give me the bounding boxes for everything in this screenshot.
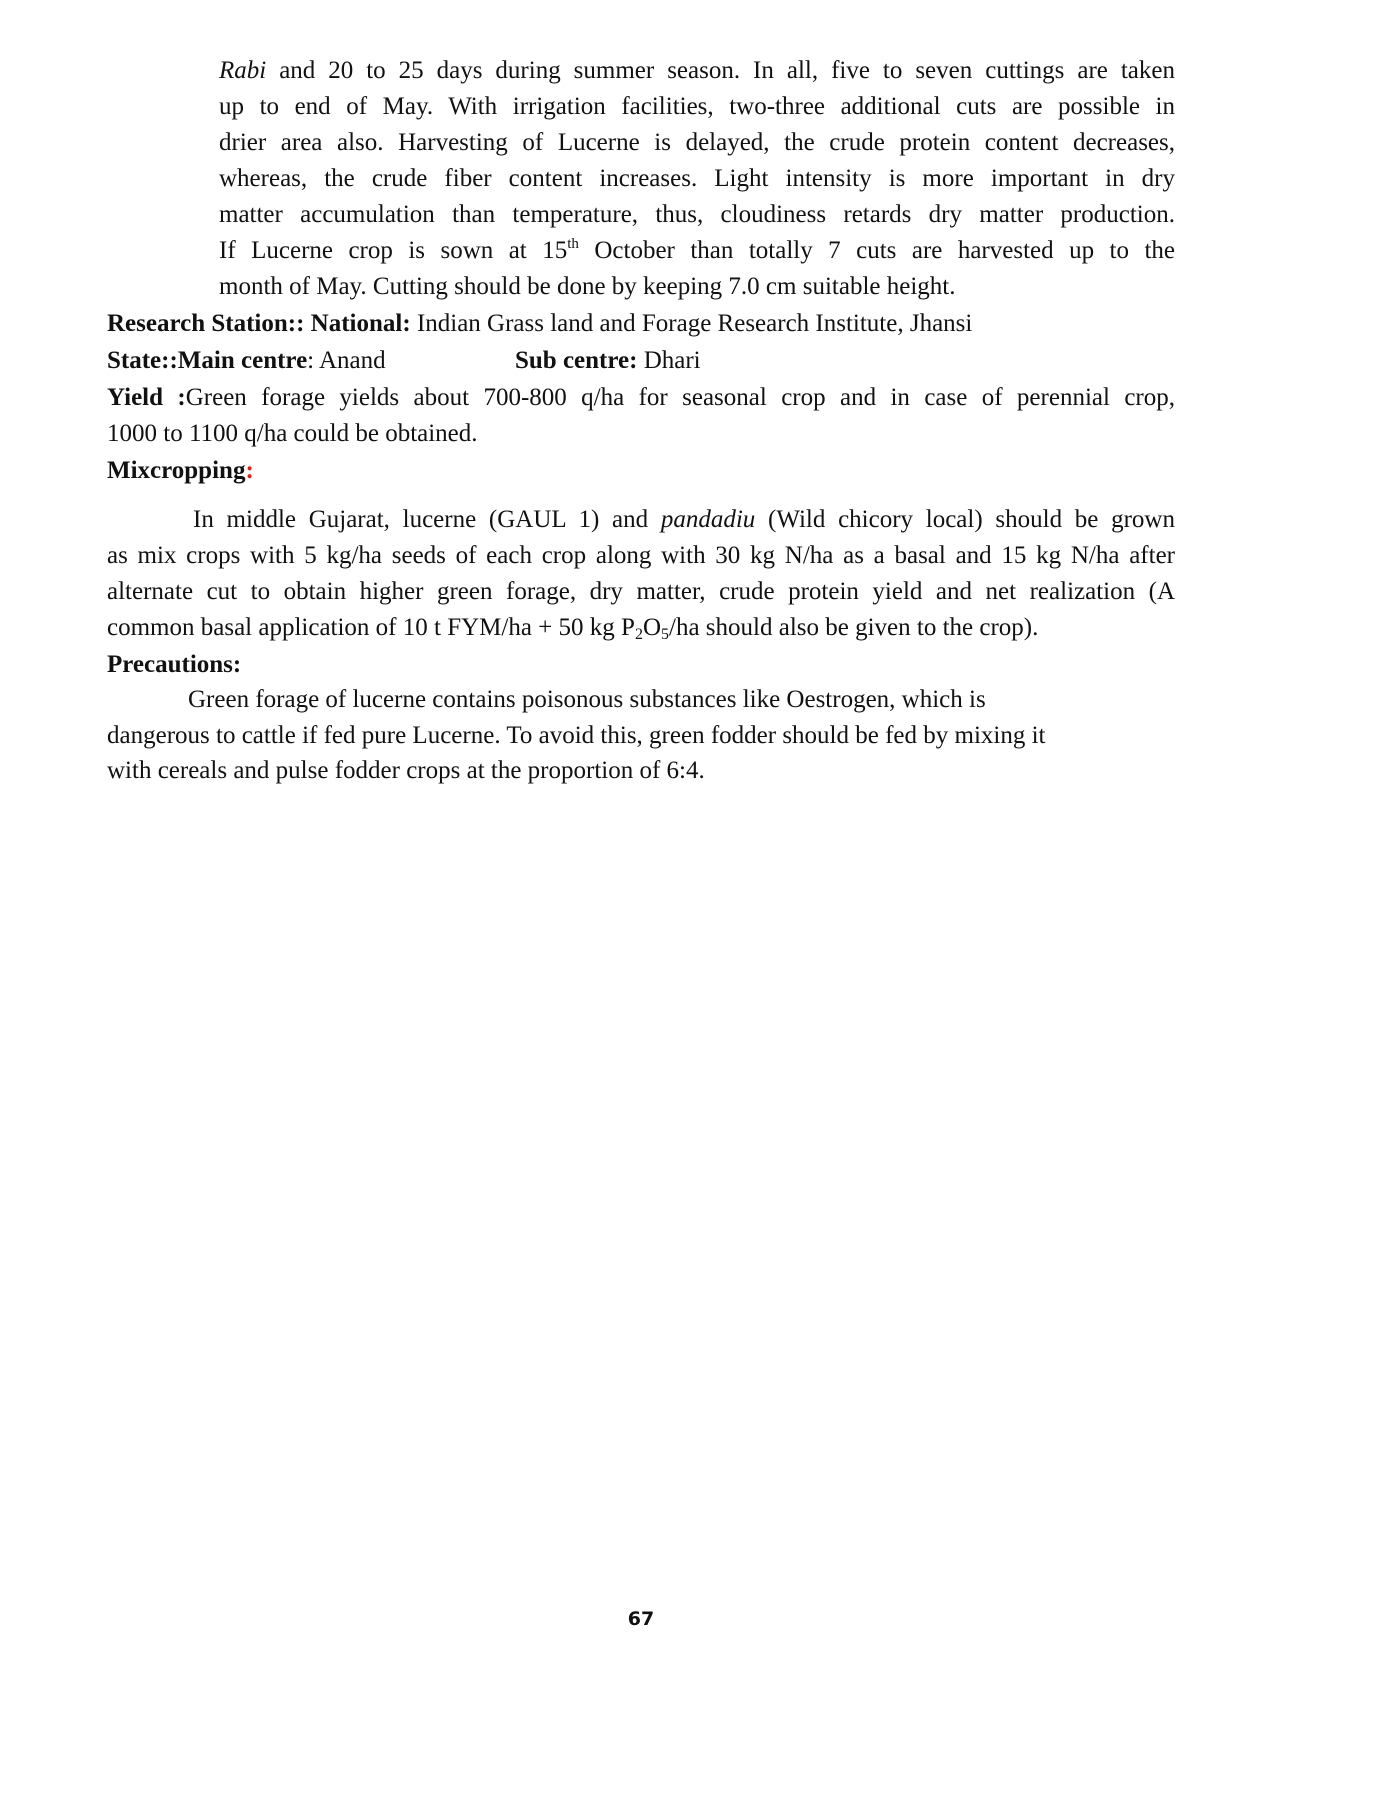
subscript: 5 [661,626,669,643]
value: Indian Grass land and Forage Research Institute, Jhansi [410,310,973,337]
label: Sub centre: [515,347,638,374]
text: O [642,614,661,641]
yield-line [107,380,1175,416]
heading: Mixcropping [107,457,246,484]
text: If Lucerne crop is sown at 15 [219,237,568,264]
precautions-heading [107,647,1175,683]
mixcropping-heading [107,453,1175,489]
text: common basal application of 10 t FYM/ha + 50 kg P [107,614,635,641]
label: Yield : [107,384,186,411]
text-line: whereas, the crude fiber content increases. Light intensity is more important in dry [219,165,1175,192]
text-line: as mix crops with 5 kg/ha seeds of each crop along with 30 kg N/ha as a basal and 15 kg N/ha after [107,542,1175,569]
text-line: drier area also. Harvesting of Lucerne is delayed, the crude protein content decreases, [219,129,1175,156]
text: Green forage yields about 700-800 q/ha for seasonal crop and in case of perennial crop, [185,384,1175,411]
text-line: dangerous to cattle if fed pure Lucerne. To avoid this, green fodder should be fed by mixing it [107,722,1046,749]
text-line [219,233,1175,269]
text-line: Green forage of lucerne contains poisonous substances like Oestrogen, which is [188,686,986,713]
value: Dhari [637,347,701,374]
text-line: 1000 to 1100 q/ha could be obtained. [107,420,478,447]
superscript: th [567,236,579,252]
text-line [107,610,1175,646]
research-station-line [107,306,1175,342]
page-number: 67 [627,1608,655,1630]
text: and 20 to 25 days during summer season. In all, five to seven cuttings are taken [266,57,1175,84]
text: In middle Gujarat, lucerne (GAUL 1) and [193,506,661,533]
text-line [219,53,1175,89]
value: : Anand [307,347,386,374]
italic-term: pandadiu [660,506,756,533]
subscript: 2 [634,626,643,643]
text: (Wild chicory local) should be grown [755,506,1175,533]
label: State::Main centre [107,347,308,374]
text-line: month of May. Cutting should be done by keeping 7.0 cm suitable height. [219,273,956,300]
heading: Precautions: [107,651,242,678]
text-line [193,502,1175,538]
text-line: up to end of May. With irrigation facilities, two-three additional cuts are possible in [219,93,1175,120]
state-centre-line [107,343,1175,379]
colon: : [245,457,254,484]
text-line: with cereals and pulse fodder crops at the proportion of 6:4. [107,757,705,784]
label: Research Station:: National: [107,310,411,337]
italic-term: Rabi [219,57,267,84]
text: /ha should also be given to the crop). [669,614,1039,641]
text-line: alternate cut to obtain higher green forage, dry matter, crude protein yield and net realization (A [107,578,1175,605]
text: October than totally 7 cuts are harvested up to the [578,237,1175,264]
text-line: matter accumulation than temperature, thus, cloudiness retards dry matter production. [219,201,1175,228]
